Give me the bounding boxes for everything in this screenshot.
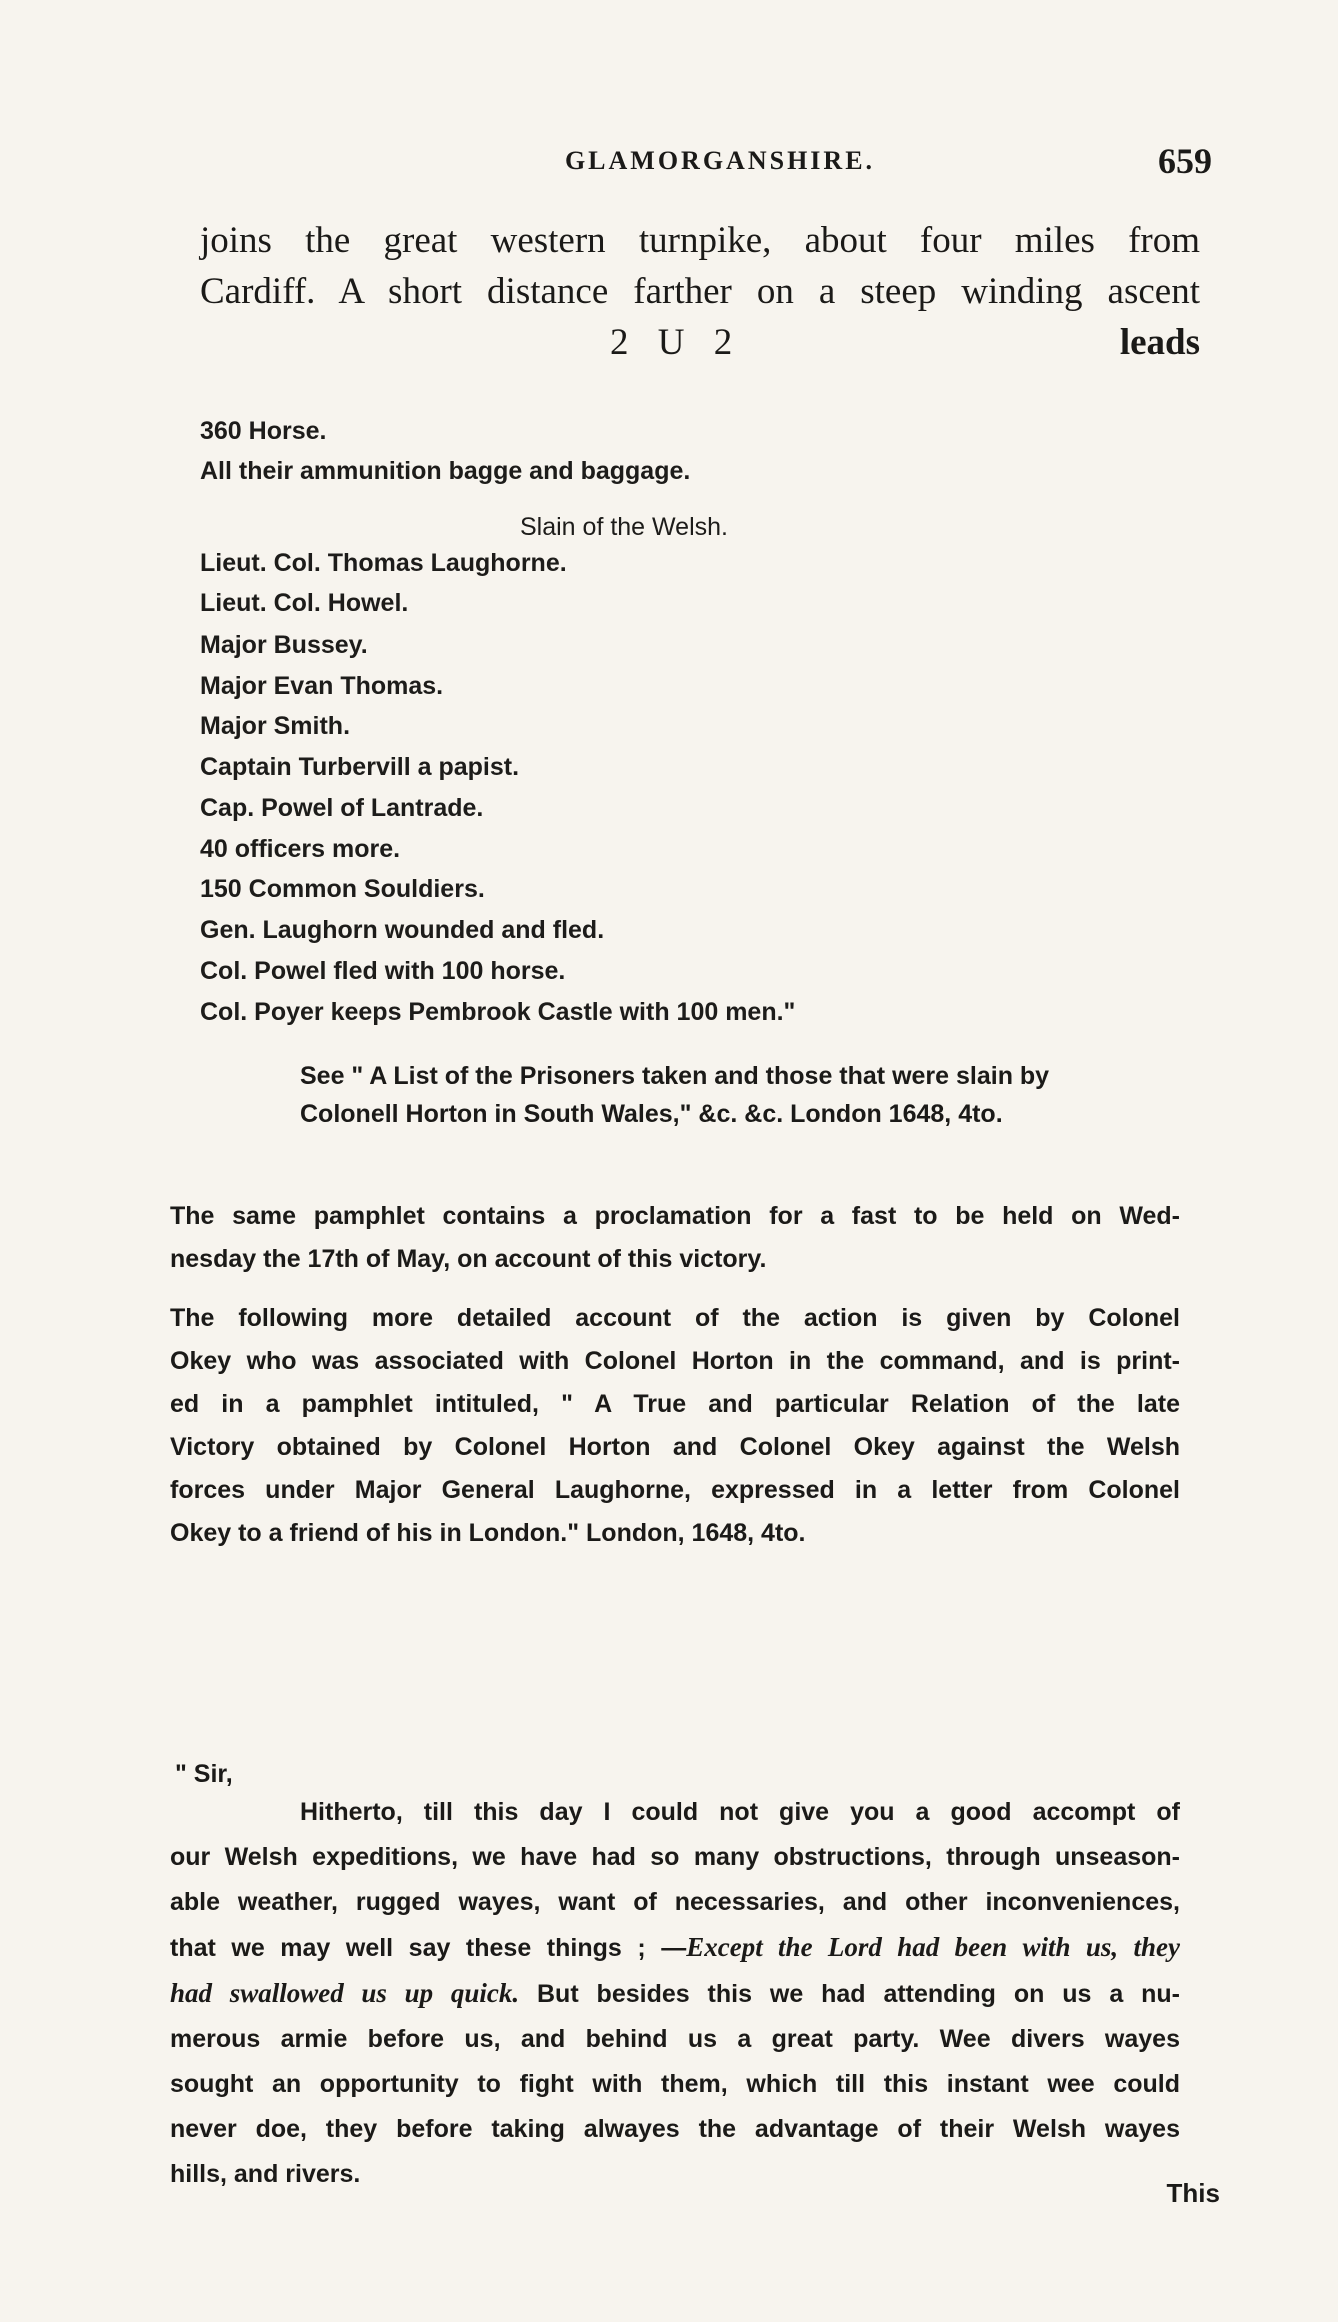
paragraph-line: The following more detailed account of the action is given by Colonel (170, 1304, 1180, 1332)
paragraph-line: Okey to a friend of his in London." London, 1648, 4to. (170, 1519, 806, 1547)
letter-salutation: " Sir, (175, 1760, 233, 1788)
letter-body (170, 1790, 1180, 2197)
source-citation (300, 1057, 1200, 1133)
slain-entry: Major Smith. (200, 712, 351, 740)
slain-entry: Captain Turbervill a papist. (200, 753, 520, 781)
slain-entry: Major Evan Thomas. (200, 672, 444, 700)
letter-italic-text: Except the Lord had been with us, they (686, 1932, 1180, 1962)
source-line: See " A List of the Prisoners taken and those that were slain by (300, 1062, 1050, 1090)
letter-text: But besides this we had attending on us a nu- (519, 1980, 1180, 2008)
slain-entry: Gen. Laughorn wounded and fled. (200, 916, 605, 944)
page-number: 659 (1158, 141, 1212, 181)
letter-italic-text: had swallowed us up quick. (170, 1978, 520, 2008)
paragraph-fast (170, 1195, 1180, 1281)
paragraph-line: nesday the 17th of May, on account of this victory. (170, 1245, 767, 1273)
main-text (200, 215, 1200, 368)
paragraph-line: forces under Major General Laughorne, expressed in a letter from Colonel (170, 1476, 1180, 1504)
slain-entry: Lieut. Col. Howel. (200, 589, 409, 617)
catchword: leads (1119, 322, 1200, 363)
paragraph-line: Okey who was associated with Colonel Horton in the command, and is print- (170, 1347, 1180, 1375)
note-horse: 360 Horse. (200, 417, 327, 445)
signature-row (200, 317, 1200, 368)
letter-line: sought an opportunity to fight with them, which till this instant wee could (170, 2070, 1180, 2098)
main-text-line: joins the great western turnpike, about four miles from (200, 220, 1200, 261)
source-line: Colonell Horton in South Wales," &c. &c. London 1648, 4to. (300, 1100, 1003, 1128)
letter-text: that we may well say these things ; — (170, 1934, 687, 1962)
running-title: GLAMORGANSHIRE. (564, 146, 876, 175)
letter-line: hills, and rivers. (170, 2160, 361, 2188)
letter-line: merous armie before us, and behind us a great party. Wee divers wayes (170, 2025, 1180, 2053)
letter-line: Hitherto, till this day I could not give you a good accompt of (300, 1798, 1180, 1826)
slain-entry: 40 officers more. (200, 835, 401, 863)
paragraph-okey (170, 1297, 1180, 1555)
paragraph-line: ed in a pamphlet intituled, " A True and particular Relation of the late (170, 1390, 1180, 1418)
running-head (200, 140, 1220, 180)
slain-caption: Slain of the Welsh. (520, 513, 728, 541)
paragraph-line: The same pamphlet contains a proclamation for a fast to be held on Wed- (170, 1202, 1180, 1230)
paragraph-line: Victory obtained by Colonel Horton and Colonel Okey against the Welsh (170, 1433, 1180, 1461)
note-ammunition: All their ammunition bagge and baggage. (200, 457, 691, 485)
main-text-line: Cardiff. A short distance farther on a steep winding ascent (200, 271, 1200, 312)
letter-line (170, 1971, 1180, 2017)
slain-entry: 150 Common Souldiers. (200, 875, 485, 903)
letter-line: never doe, they before taking alwayes the advantage of their Welsh wayes (170, 2115, 1180, 2143)
letter-line: able weather, rugged wayes, want of necessaries, and other inconveniences, (170, 1888, 1180, 1916)
slain-entry: Col. Powel fled with 100 horse. (200, 957, 566, 985)
slain-entry: Col. Poyer keeps Pembrook Castle with 100 men." (200, 998, 796, 1026)
slain-entry: Lieut. Col. Thomas Laughorne. (200, 549, 567, 577)
letter-line (170, 1925, 1180, 1971)
catchword-bottom: This (1166, 2178, 1220, 2208)
slain-entry: Major Bussey. (200, 631, 368, 659)
letter-line: our Welsh expeditions, we have had so many obstructions, through unseason- (170, 1843, 1180, 1871)
printer-signature: 2 U 2 (610, 322, 743, 363)
slain-entry: Cap. Powel of Lantrade. (200, 794, 484, 822)
